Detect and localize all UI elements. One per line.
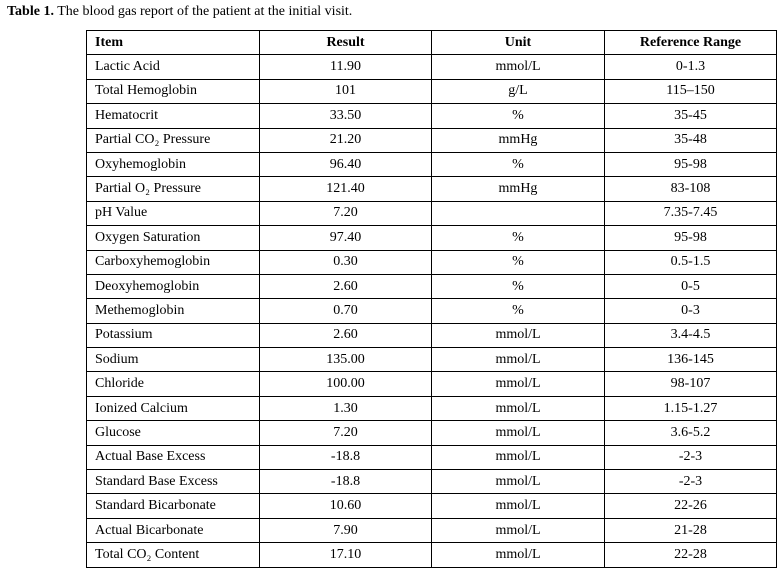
cell-result: 2.60	[260, 323, 432, 347]
table-row	[87, 348, 777, 372]
cell-unit: %	[432, 274, 605, 298]
cell-result: 33.50	[260, 104, 432, 128]
cell-reference-range: 0-5	[605, 274, 777, 298]
table-row	[87, 518, 777, 542]
cell-item: Sodium	[87, 348, 260, 372]
cell-item: Glucose	[87, 421, 260, 445]
cell-result: 135.00	[260, 348, 432, 372]
cell-result: 97.40	[260, 226, 432, 250]
table-row	[87, 250, 777, 274]
cell-reference-range: 3.6-5.2	[605, 421, 777, 445]
cell-item: Lactic Acid	[87, 55, 260, 79]
table-row	[87, 226, 777, 250]
cell-item: Carboxyhemoglobin	[87, 250, 260, 274]
cell-result: 0.70	[260, 299, 432, 323]
table-row	[87, 470, 777, 494]
table-body	[87, 55, 777, 567]
cell-item: Actual Base Excess	[87, 445, 260, 469]
cell-item: Hematocrit	[87, 104, 260, 128]
table-row	[87, 152, 777, 176]
cell-reference-range: 1.15-1.27	[605, 396, 777, 420]
table-row	[87, 445, 777, 469]
cell-reference-range: 35-45	[605, 104, 777, 128]
cell-item: Chloride	[87, 372, 260, 396]
cell-unit: mmol/L	[432, 445, 605, 469]
cell-item: Actual Bicarbonate	[87, 518, 260, 542]
cell-reference-range: 22-28	[605, 543, 777, 567]
table-header-row	[87, 31, 777, 55]
header-unit: Unit	[432, 31, 605, 55]
table-row	[87, 104, 777, 128]
cell-result: 7.90	[260, 518, 432, 542]
cell-item: Deoxyhemoglobin	[87, 274, 260, 298]
cell-unit: g/L	[432, 79, 605, 103]
cell-unit: mmol/L	[432, 470, 605, 494]
cell-unit: mmol/L	[432, 494, 605, 518]
cell-result: 10.60	[260, 494, 432, 518]
table-row	[87, 274, 777, 298]
cell-unit: mmol/L	[432, 396, 605, 420]
table-row	[87, 372, 777, 396]
cell-unit: mmol/L	[432, 323, 605, 347]
cell-reference-range: 115–150	[605, 79, 777, 103]
table-row	[87, 396, 777, 420]
cell-result: -18.8	[260, 445, 432, 469]
cell-reference-range: 0-3	[605, 299, 777, 323]
header-reference-range: Reference Range	[605, 31, 777, 55]
cell-unit: %	[432, 152, 605, 176]
cell-unit: %	[432, 299, 605, 323]
cell-result: 101	[260, 79, 432, 103]
cell-reference-range: 95-98	[605, 226, 777, 250]
table-row	[87, 55, 777, 79]
cell-result: 1.30	[260, 396, 432, 420]
table-row	[87, 543, 777, 567]
header-item: Item	[87, 31, 260, 55]
cell-reference-range: -2-3	[605, 445, 777, 469]
cell-item: Potassium	[87, 323, 260, 347]
table-row	[87, 323, 777, 347]
cell-unit: mmol/L	[432, 372, 605, 396]
cell-result: 7.20	[260, 421, 432, 445]
cell-item: pH Value	[87, 201, 260, 225]
table-row	[87, 201, 777, 225]
cell-result: 11.90	[260, 55, 432, 79]
cell-reference-range: 98-107	[605, 372, 777, 396]
cell-item: Ionized Calcium	[87, 396, 260, 420]
cell-unit: %	[432, 250, 605, 274]
cell-item: Standard Base Excess	[87, 470, 260, 494]
table-row	[87, 494, 777, 518]
cell-result: 17.10	[260, 543, 432, 567]
cell-unit	[432, 201, 605, 225]
cell-result: 96.40	[260, 152, 432, 176]
cell-item: Methemoglobin	[87, 299, 260, 323]
cell-reference-range: 21-28	[605, 518, 777, 542]
cell-item: Oxyhemoglobin	[87, 152, 260, 176]
table-row	[87, 421, 777, 445]
table-row	[87, 79, 777, 103]
cell-unit: mmol/L	[432, 55, 605, 79]
cell-reference-range: 0-1.3	[605, 55, 777, 79]
cell-item: Standard Bicarbonate	[87, 494, 260, 518]
header-result: Result	[260, 31, 432, 55]
cell-result: -18.8	[260, 470, 432, 494]
table-row	[87, 128, 777, 152]
cell-reference-range: 7.35-7.45	[605, 201, 777, 225]
cell-reference-range: 22-26	[605, 494, 777, 518]
cell-unit: mmol/L	[432, 543, 605, 567]
cell-reference-range: 35-48	[605, 128, 777, 152]
cell-item: Partial O₂ Pressure	[87, 177, 260, 201]
cell-item: Partial CO₂ Pressure	[87, 128, 260, 152]
cell-reference-range: 0.5-1.5	[605, 250, 777, 274]
cell-result: 100.00	[260, 372, 432, 396]
table-caption-text: The blood gas report of the patient at the initial visit.	[53, 4, 353, 19]
table-caption-label: Table 1.	[7, 4, 54, 19]
cell-reference-range: 83-108	[605, 177, 777, 201]
cell-unit: %	[432, 226, 605, 250]
cell-reference-range: 136-145	[605, 348, 777, 372]
cell-result: 0.30	[260, 250, 432, 274]
cell-item: Total Hemoglobin	[87, 79, 260, 103]
cell-unit: mmol/L	[432, 421, 605, 445]
cell-unit: mmHg	[432, 128, 605, 152]
cell-unit: mmol/L	[432, 518, 605, 542]
cell-result: 121.40	[260, 177, 432, 201]
cell-unit: %	[432, 104, 605, 128]
cell-unit: mmol/L	[432, 348, 605, 372]
cell-reference-range: 3.4-4.5	[605, 323, 777, 347]
cell-reference-range: 95-98	[605, 152, 777, 176]
cell-result: 21.20	[260, 128, 432, 152]
cell-item: Oxygen Saturation	[87, 226, 260, 250]
cell-unit: mmHg	[432, 177, 605, 201]
table-row	[87, 299, 777, 323]
cell-item: Total CO₂ Content	[87, 543, 260, 567]
table-caption	[7, 3, 352, 21]
cell-result: 7.20	[260, 201, 432, 225]
table-row	[87, 177, 777, 201]
blood-gas-table	[86, 30, 777, 568]
cell-result: 2.60	[260, 274, 432, 298]
cell-reference-range: -2-3	[605, 470, 777, 494]
